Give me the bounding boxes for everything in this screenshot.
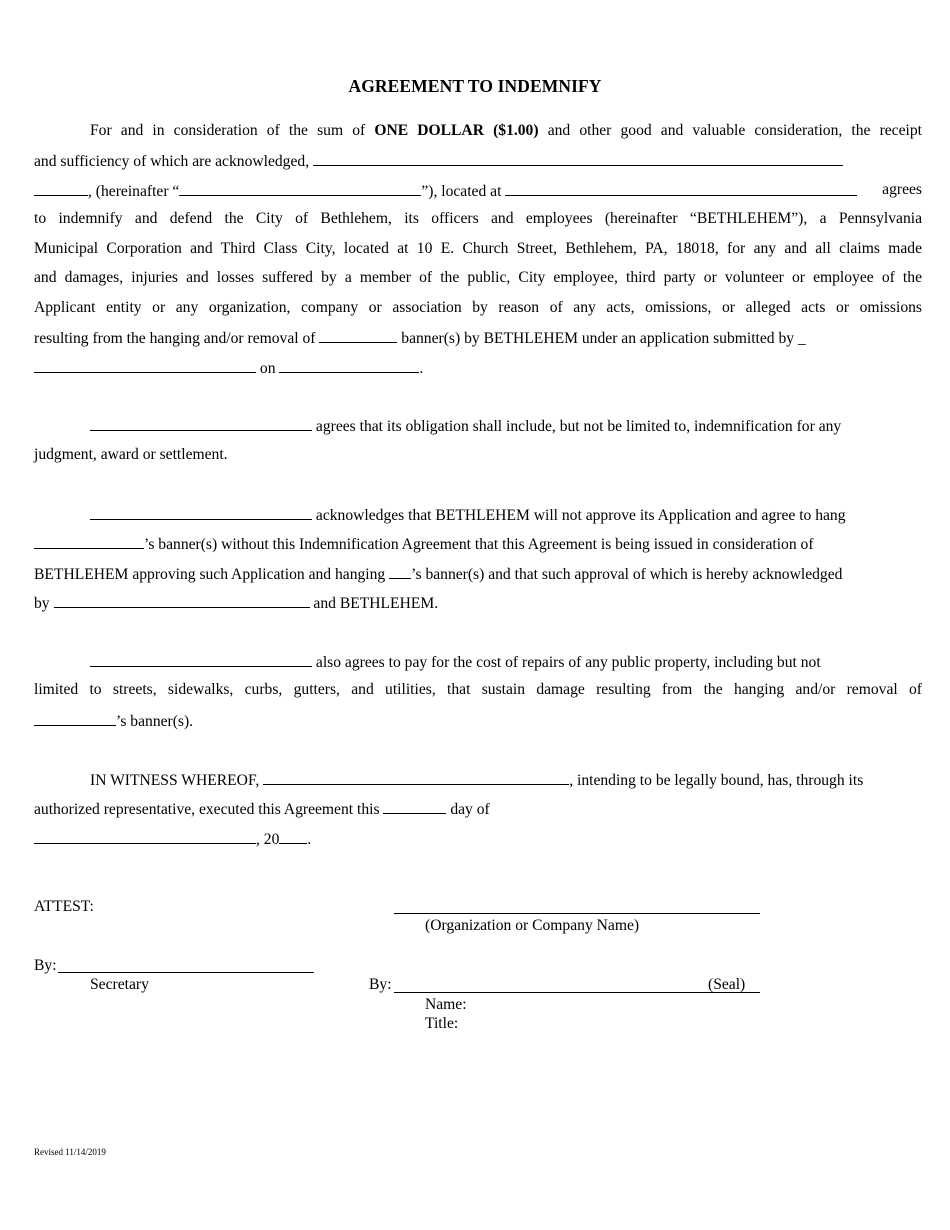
p3-text: BETHLEHEM approving such Application and hanging — [34, 566, 386, 583]
p1-line-6: and damages, injuries and losses suffered by a member of the public, City employee, third party or volunteer or employee of the — [34, 269, 922, 286]
attest-label: ATTEST: — [34, 898, 94, 915]
p1-line-8 — [34, 327, 922, 349]
p3-banner-owner-blank[interactable] — [34, 533, 144, 549]
secretary-signature-line[interactable] — [58, 972, 314, 973]
p4-banner-owner-blank[interactable] — [34, 710, 116, 726]
p5-line-2 — [34, 798, 922, 820]
p3-party-blank[interactable] — [90, 504, 312, 520]
banner-count-blank[interactable] — [319, 327, 397, 343]
p5-line-3 — [34, 828, 922, 850]
p3-line-4 — [34, 592, 922, 614]
p1-line-5: Municipal Corporation and Third Class City, located at 10 E. Church Street, Bethlehem, PA, 18018, for any and all claims made — [34, 240, 922, 257]
execution-month-blank[interactable] — [34, 828, 256, 844]
p5-line-1 — [90, 769, 922, 791]
signer-title-label: Title: — [425, 1015, 459, 1032]
p1-line-3 — [34, 180, 922, 202]
signer-by-label: By: — [369, 976, 392, 993]
p4-line-1 — [90, 651, 922, 673]
submitted-by-blank[interactable] — [34, 357, 256, 373]
p5-text: , 20 — [256, 831, 280, 848]
p3-acknowledged-by-blank[interactable] — [54, 592, 310, 608]
secretary-label: Secretary — [90, 976, 149, 993]
p5-text: day of — [450, 801, 490, 818]
p1-text: For and in consideration of the sum of — [90, 122, 366, 139]
p4-party-blank[interactable] — [90, 651, 312, 667]
hereinafter-blank[interactable] — [179, 180, 421, 196]
p4-text: ’s banner(s). — [116, 713, 194, 730]
p3-text: ’s banner(s) without this Indemnification Agreement that this Agreement is being issued in consideration of — [144, 536, 814, 553]
p4-line-2: limited to streets, sidewalks, curbs, gutters, and utilities, that sustain damage resulting from the hanging and/or removal of — [34, 681, 922, 698]
p1-text: on — [259, 360, 276, 377]
signer-name-label: Name: — [425, 996, 467, 1013]
p3-line-1 — [90, 504, 922, 526]
p3-text: by — [34, 595, 50, 612]
p2-line-1 — [90, 415, 922, 437]
organization-name-label: (Organization or Company Name) — [425, 917, 640, 934]
execution-day-blank[interactable] — [383, 798, 446, 814]
p3-text: and BETHLEHEM. — [313, 595, 439, 612]
p3-short-blank[interactable] — [389, 563, 411, 579]
execution-year-blank[interactable] — [279, 828, 307, 844]
p1-agrees: agrees — [882, 181, 922, 198]
p3-text: acknowledges that BETHLEHEM will not approve its Application and agree to hang — [315, 507, 846, 524]
p1-line-4: to indemnify and defend the City of Bethlehem, its officers and employees (hereinafter “BETHLEHEM”), a Pennsylvania — [34, 210, 922, 227]
p2-text: agrees that its obligation shall include, but not be limited to, indemnification for any — [315, 418, 842, 435]
application-date-blank[interactable] — [279, 357, 419, 373]
seal-label: (Seal) — [708, 976, 746, 993]
p1-text: , (hereinafter “ — [88, 183, 180, 200]
p1-text: banner(s) by BETHLEHEM under an application submitted by _ — [401, 330, 806, 347]
p5-text: , intending to be legally bound, has, through its — [569, 772, 864, 789]
p2-party-blank[interactable] — [90, 415, 312, 431]
document-title: AGREEMENT TO INDEMNIFY — [348, 76, 602, 96]
p3-line-3 — [34, 563, 922, 585]
p3-text: ’s banner(s) and that such approval of which is hereby acknowledged — [411, 566, 843, 583]
p3-line-2 — [34, 533, 922, 555]
consideration-amount: ONE DOLLAR ($1.00) — [374, 122, 539, 139]
p1-line-9 — [34, 357, 922, 379]
p1-text: . — [419, 360, 424, 377]
location-blank[interactable] — [505, 180, 857, 196]
p5-text: . — [307, 831, 312, 848]
p2-line-2: judgment, award or settlement. — [34, 446, 228, 463]
p1-text: and other good and valuable consideration, the receipt — [547, 122, 922, 139]
p1-line-7: Applicant entity or any organization, company or association by reason of any acts, omissions, or alleged acts or omissions — [34, 299, 922, 316]
p1-text: and sufficiency of which are acknowledged, — [34, 153, 310, 170]
attest-by-label: By: — [34, 957, 57, 974]
signer-signature-line[interactable] — [394, 992, 760, 993]
p1-text: ”), located at — [421, 183, 502, 200]
p5-text: IN WITNESS WHEREOF, — [90, 772, 260, 789]
organization-name-line[interactable] — [394, 913, 760, 914]
p4-text: also agrees to pay for the cost of repairs of any public property, including but not — [315, 654, 821, 671]
p1-text: resulting from the hanging and/or removal of — [34, 330, 316, 347]
revision-date: Revised 11/14/2019 — [34, 1147, 106, 1157]
applicant-name-blank-cont[interactable] — [34, 180, 88, 196]
applicant-name-blank[interactable] — [313, 150, 843, 166]
p4-line-3 — [34, 710, 922, 732]
p1-line-2 — [34, 150, 922, 172]
p5-text: authorized representative, executed this Agreement this — [34, 801, 380, 818]
witness-party-blank[interactable] — [263, 769, 569, 785]
p1-line-1 — [34, 121, 922, 141]
